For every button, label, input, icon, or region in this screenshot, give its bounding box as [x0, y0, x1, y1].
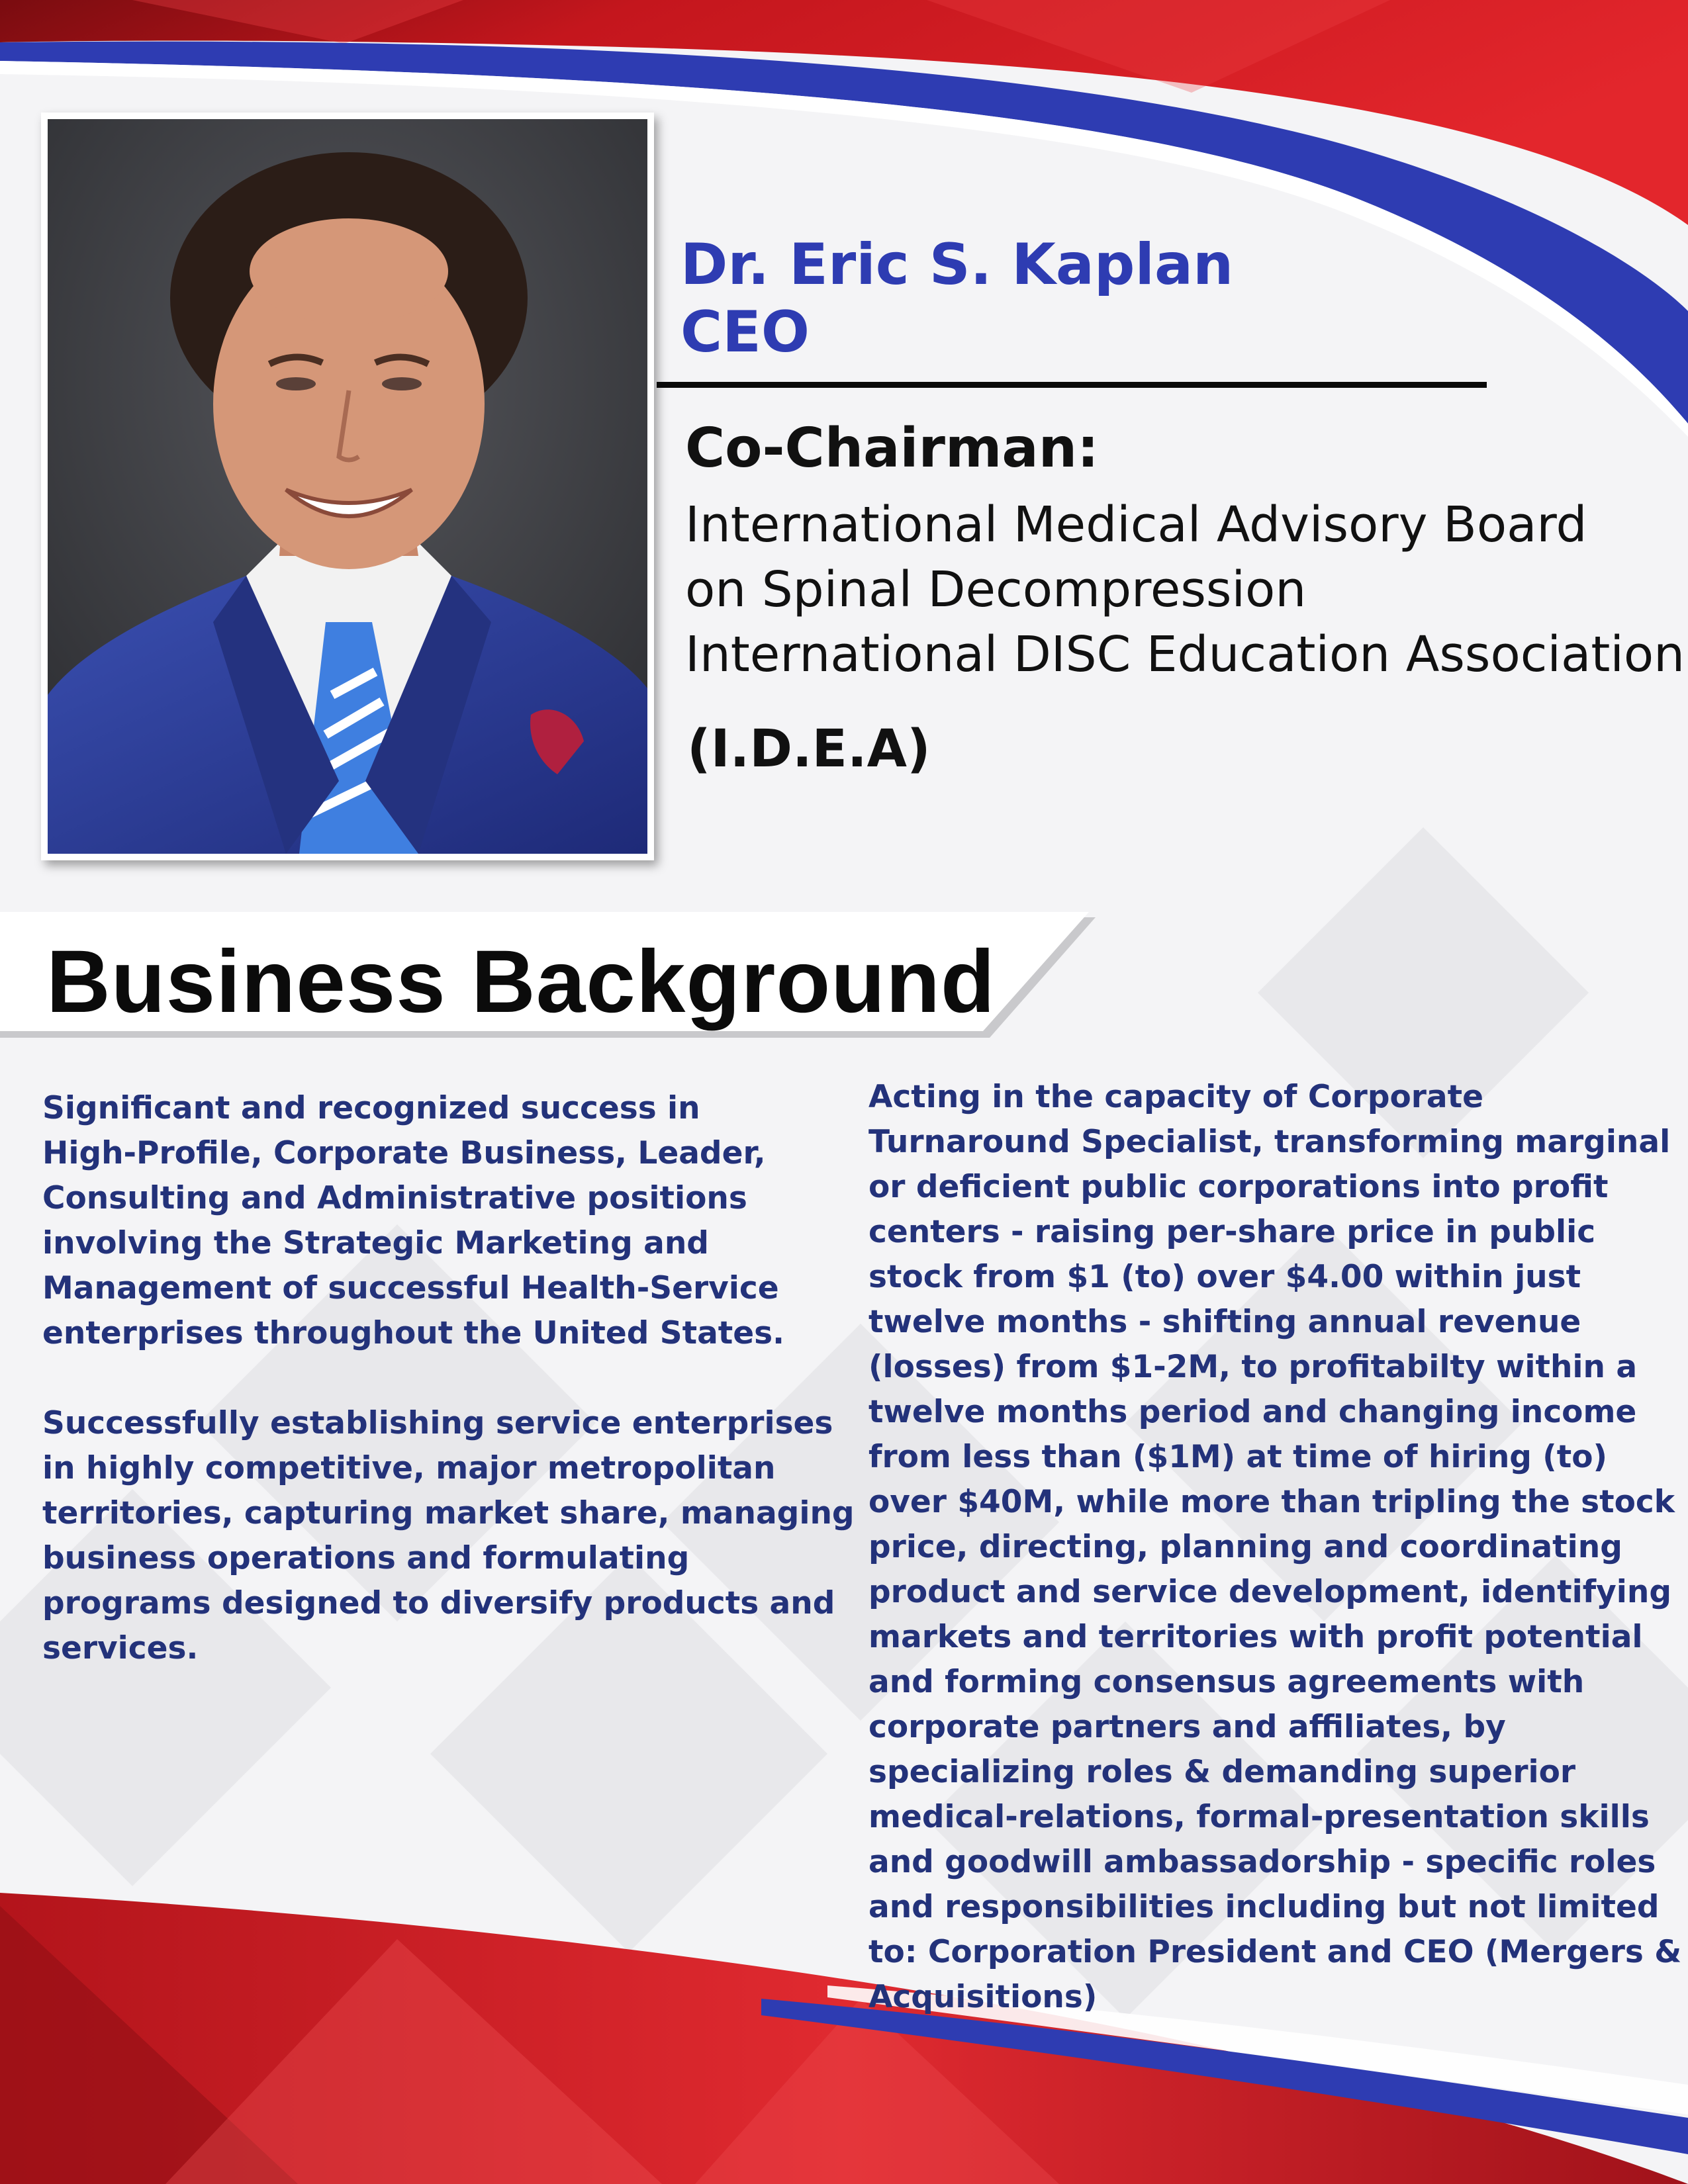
left-column	[42, 1086, 855, 1671]
text-line: Turnaround Specialist, transforming marginal	[868, 1124, 1671, 1160]
text-line: High-Profile, Corporate Business, Leader,	[42, 1135, 766, 1171]
text-line: from less than ($1M) at time of hiring (to)	[868, 1439, 1607, 1475]
text-line: and responsibilities including but not limited	[868, 1889, 1660, 1925]
text-line: medical-relations, formal-presentation skills	[868, 1799, 1650, 1835]
paragraph	[42, 1086, 837, 1356]
text-line: involving the Strategic Marketing and	[42, 1225, 709, 1261]
text-line: Consulting and Administrative positions	[42, 1180, 747, 1216]
cochair-line: International Medical Advisory Board	[685, 496, 1587, 553]
text-line: price, directing, planning and coordinating	[868, 1529, 1622, 1565]
text-line: product and service development, identifying	[868, 1574, 1672, 1610]
text-line: over $40M, while more than tripling the stock	[868, 1484, 1675, 1520]
cochair-heading: Co-Chairman:	[685, 417, 1099, 480]
text-line: and forming consensus agreements with	[868, 1664, 1585, 1700]
portrait-frame	[41, 113, 654, 860]
title-divider	[657, 382, 1487, 388]
text-line: to: Corporation President and CEO (Mergers &	[868, 1934, 1682, 1970]
text-line: territories, capturing market share, managing	[42, 1495, 855, 1531]
portrait-photo	[48, 119, 647, 854]
cochair-abbreviation: (I.D.E.A)	[687, 719, 931, 779]
person-name: Dr. Eric S. Kaplan	[680, 232, 1234, 298]
text-line: Successfully establishing service enterprises	[42, 1405, 833, 1441]
text-line: or deficient public corporations into profit	[868, 1169, 1609, 1205]
text-line: Management of successful Health-Service	[42, 1270, 779, 1306]
text-line: specializing roles & demanding superior	[868, 1754, 1576, 1790]
text-line: Significant and recognized success in	[42, 1090, 700, 1126]
text-line: centers - raising per-share price in public	[868, 1214, 1596, 1250]
text-line: in highly competitive, major metropolitan	[42, 1450, 776, 1486]
text-line: business operations and formulating	[42, 1540, 690, 1576]
text-line: (losses) from $1-2M, to profitabilty within a	[868, 1349, 1638, 1385]
text-line: and goodwill ambassadorship - specific roles	[868, 1844, 1656, 1880]
text-line: twelve months - shifting annual revenue	[868, 1304, 1581, 1340]
section-title: Business Background	[46, 933, 996, 1031]
text-line: corporate partners and affiliates, by	[868, 1709, 1506, 1745]
text-line: enterprises throughout the United States.	[42, 1315, 784, 1351]
person-role: CEO	[680, 299, 810, 365]
right-column	[868, 1075, 1686, 2020]
text-line: twelve months period and changing income	[868, 1394, 1637, 1430]
text-line: markets and territories with profit potential	[868, 1619, 1643, 1655]
section-banner	[0, 912, 1099, 1044]
text-line: programs designed to diversify products and	[42, 1585, 835, 1621]
cochair-organizations	[685, 492, 1685, 687]
text-line: stock from $1 (to) over $4.00 within just	[868, 1259, 1581, 1295]
text-line: Acting in the capacity of Corporate	[868, 1079, 1483, 1115]
text-line: services.	[42, 1630, 199, 1666]
text-line: Acquisitions)	[868, 1979, 1098, 2015]
paragraph	[42, 1401, 855, 1671]
paragraph	[868, 1075, 1686, 2020]
cochair-line: on Spinal Decompression	[685, 561, 1307, 618]
cochair-line: International DISC Education Association	[685, 626, 1685, 683]
